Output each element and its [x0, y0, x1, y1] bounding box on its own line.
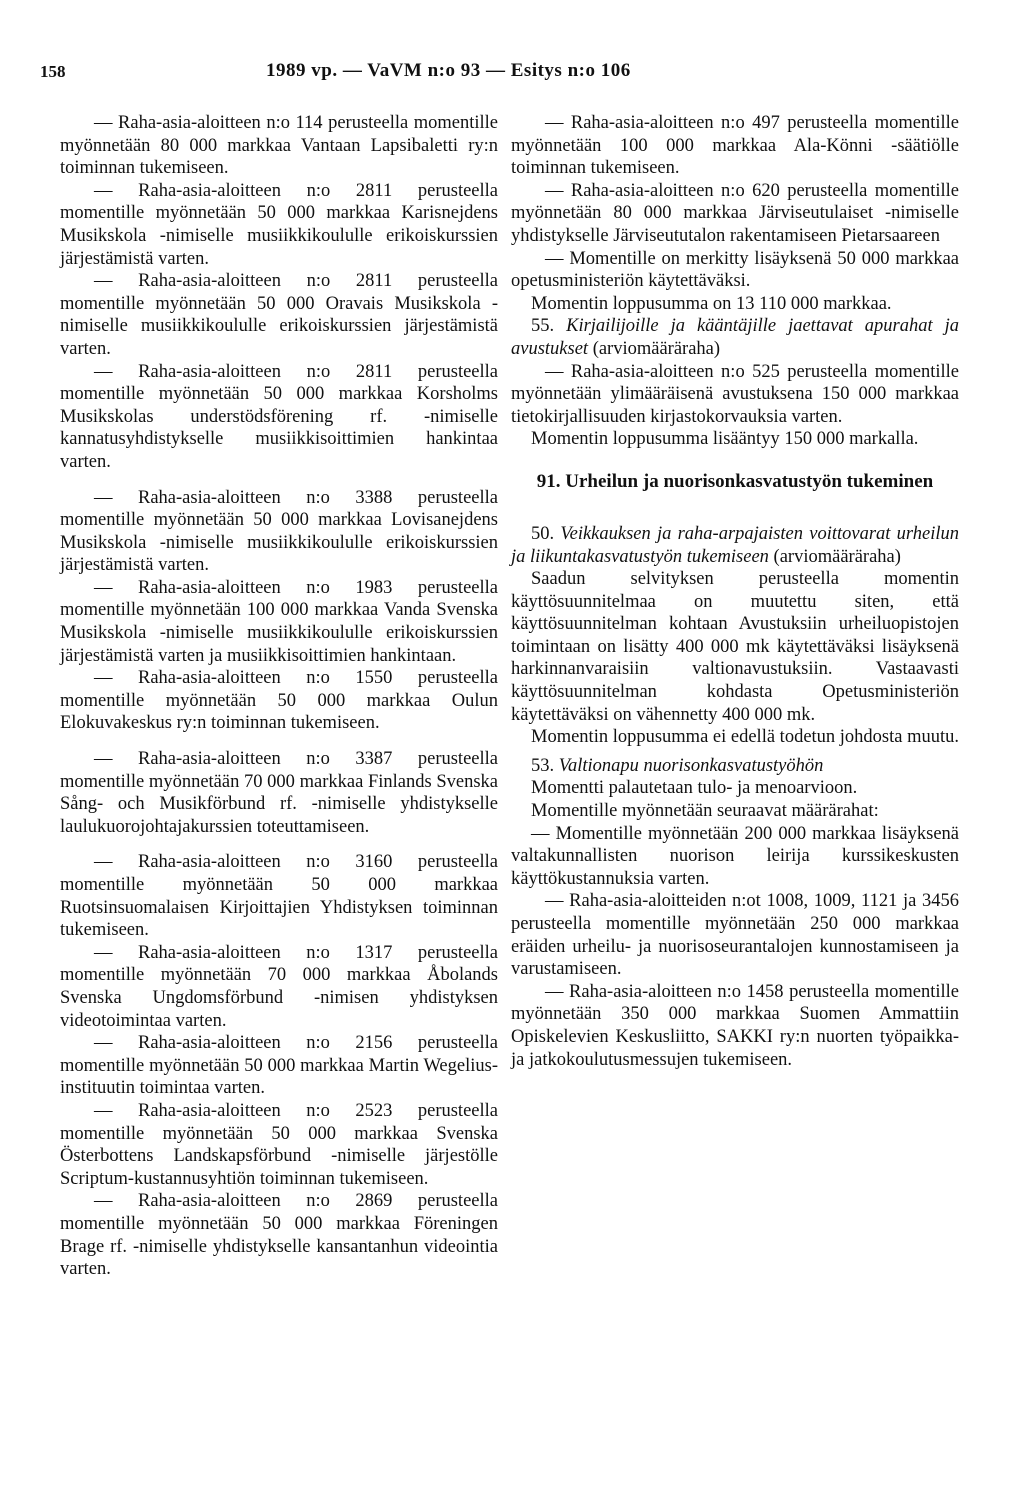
item-title: Valtionapu nuorisonkasvatustyöhön — [558, 755, 824, 776]
paragraph: — Raha-asia-aloitteen n:o 2811 perusteella momentille myönnetään 50 000 Oravais Musikskola -nimiselle musiikkikoululle erikoiskurssien järjestämistä varten. — [60, 271, 498, 359]
paragraph: — Raha-asia-aloitteen n:o 114 perusteella momentille myönnetään 80 000 markkaa Vantaan Lapsibaletti ry:n toiminnan tukemiseen. — [60, 113, 498, 179]
paragraph: Momentti palautetaan tulo- ja menoarvioon. — [531, 778, 858, 799]
paragraph: — Raha-asia-aloitteen n:o 1317 perusteella momentille myönnetään 70 000 markkaa Åbolands Svenska Ungdomsförbund -nimisen yhdistyksen videotoimintaa varten. — [60, 942, 498, 1031]
paragraph: Momentin loppusumma ei edellä todetun johdosta muutu. — [531, 727, 960, 748]
item-53 — [511, 755, 959, 778]
item-title: Veikkauksen ja raha-arpajaisten voittovarat urheilun ja liikuntakasvatustyön tukemiseen — [511, 523, 959, 567]
paragraph: — Raha-asia-aloitteen n:o 2811 perusteella momentille myönnetään 50 000 markkaa Korsholms Musikskolas understödsförening rf. -nimiselle kannatusyhdistykselle musiikkisoittimien hankintaa varten. — [60, 361, 498, 472]
paragraph: — Momentille on merkitty lisäyksenä 50 000 markkaa opetusministeriön käytettäväksi. — [511, 248, 959, 292]
item-number: 53. — [531, 755, 555, 776]
paragraph: — Raha-asia-aloitteen n:o 497 perusteella momentille myönnetään 100 000 markkaa Ala-Könni -säätiölle toiminnan tukemiseen. — [511, 113, 959, 179]
paragraph: — Momentille myönnetään 200 000 markkaa lisäyksenä valtakunnallisten nuorison leirija kurssikeskusten käyttökustannuksia varten. — [511, 823, 959, 889]
item-suffix: (arviomääräraha) — [768, 546, 901, 567]
paragraph: Saadun selvityksen perusteella momentin käyttösuunnitelmaa on muutettu siten, että käyttösuunnitelman kohtaan Avustuksiin urheiluopistojen toimintaan on lisätty 400 000 mk käytettäväksi lisäyksenä harkinnanvaraisiin valtionavustuksiin. Vastaavasti käyttösuunnitelman kohdasta Opetusministeriön käytettäväksi on vähennetty 400 000 mk. — [511, 569, 959, 725]
paragraph: Momentin loppusumma on 13 110 000 markkaa. — [531, 293, 892, 314]
paragraph: Momentille myönnetään seuraavat määrärahat: — [531, 801, 879, 822]
paragraph: — Raha-asia-aloitteen n:o 1550 perusteella momentille myönnetään 50 000 markkaa Oulun Elokuvakeskus ry:n toiminnan tukemiseen. — [60, 668, 498, 734]
left-column — [60, 112, 498, 1281]
paragraph: — Raha-asia-aloitteen n:o 2523 perusteella momentille myönnetään 50 000 markkaa Svenska Österbottens Landskapsförbund -nimiselle järjestölle Scriptum-kustannusyhtiön toiminnan tukemiseen. — [60, 1100, 498, 1189]
paragraph: — Raha-asia-aloitteen n:o 3387 perusteella momentille myönnetään 70 000 markkaa Finlands Svenska Sång- och Musikförbund rf. -nimiselle yhdistykselle laulukuorojohtajakurssien toteuttamiseen. — [60, 749, 498, 837]
paragraph: — Raha-asia-aloitteen n:o 1983 perusteella momentille myönnetään 100 000 markkaa Vanda Svenska Musikskola -nimiselle musiikkikoululle erikoiskurssien järjestämistä varten ja musiikkisoittimien hankintaan. — [60, 577, 498, 666]
paragraph: — Raha-asia-aloitteen n:o 3160 perusteella momentille myönnetään 50 000 markkaa Ruotsinsuomalaisen Kirjoittajien Yhdistyksen toiminnan tukemiseen. — [60, 852, 498, 941]
item-suffix: (arviomääräraha) — [588, 338, 721, 359]
right-column — [511, 112, 959, 1071]
paragraph: — Raha-asia-aloitteen n:o 2869 perusteella momentille myönnetään 50 000 markkaa Föreningen Brage rf. -nimiselle yhdistykselle kansantanhun videointia varten. — [60, 1191, 498, 1280]
paragraph: Momentin loppusumma lisääntyy 150 000 markalla. — [531, 429, 919, 450]
item-number: 50. — [531, 523, 555, 544]
paragraph: — Raha-asia-aloitteiden n:ot 1008, 1009, 1121 ja 3456 perusteella momentille myönnetään 250 000 markkaa eräiden urheilu- ja nuorisoseurantalojen kunnostamiseen ja varustamiseen. — [511, 891, 959, 980]
page-number: 158 — [40, 62, 66, 81]
item-50 — [511, 523, 959, 568]
item-55 — [511, 315, 959, 360]
paragraph: — Raha-asia-aloitteen n:o 1458 perusteella momentille myönnetään 350 000 markkaa Suomen Ammattiin Opiskelevien Keskusliitto, SAKKI ry:n nuorten työpaikka- ja jatkokoulutusmessujen tukemiseen. — [511, 981, 959, 1070]
item-title: Kirjailijoille ja kääntäjille jaettavat apurahat ja avustukset — [511, 316, 960, 359]
paragraph: — Raha-asia-aloitteen n:o 620 perusteella momentille myönnetään 80 000 markkaa Järviseutulaiset -nimiselle yhdistykselle Järviseututalon rakentamiseen Pietarsaareen — [511, 180, 959, 246]
paragraph: — Raha-asia-aloitteen n:o 525 perusteella momentille myönnetään ylimääräisenä avustuksena 150 000 markkaa tietokirjallisuuden kirjastokorvauksia varten. — [511, 361, 959, 427]
section-heading: 91. Urheilun ja nuorisonkasvatustyön tukeminen — [536, 470, 934, 492]
paragraph: — Raha-asia-aloitteen n:o 3388 perusteella momentille myönnetään 50 000 markkaa Lovisanejdens Musikskola -nimiselle musiikkikoululle erikoiskurssien järjestämistä varten. — [60, 487, 498, 576]
paragraph: — Raha-asia-aloitteen n:o 2156 perusteella momentille myönnetään 50 000 markkaa Martin Wegelius-instituutin toimintaa varten. — [60, 1033, 498, 1099]
running-head: 1989 vp. — VaVM n:o 93 — Esitys n:o 106 — [266, 60, 631, 81]
item-number: 55. — [531, 316, 555, 337]
paragraph: — Raha-asia-aloitteen n:o 2811 perusteella momentille myönnetään 50 000 markkaa Karisnejdens Musikskola -nimiselle musiikkikoululle erikoiskurssien järjestämistä varten. — [60, 180, 498, 269]
